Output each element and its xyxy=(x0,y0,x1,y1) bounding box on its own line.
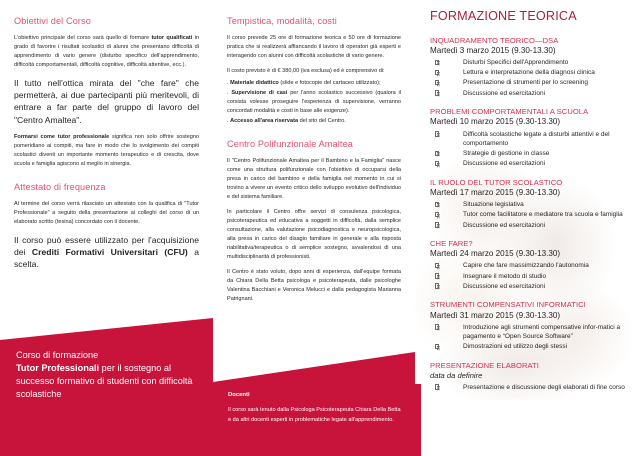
section-title: STRUMENTI COMPENSATIVI INFORMATICI xyxy=(430,300,586,310)
heading-tempistica: Tempistica, modalità, costi xyxy=(227,16,337,26)
banner-title xyxy=(16,349,199,401)
section-date: Martedì 31 marzo 2015 (9.30-13.30) xyxy=(430,310,561,320)
section-item-list xyxy=(430,130,630,169)
text-run: del sito del Centro. xyxy=(298,117,346,124)
text-run-bold: Accesso all'area riservata xyxy=(230,117,299,124)
paragraph-obiettivo-principale xyxy=(14,34,199,70)
tofu-bullet-icon xyxy=(435,263,439,269)
list-item xyxy=(430,272,630,282)
red-banner-course-title xyxy=(0,318,213,456)
tofu-bullet-icon xyxy=(435,131,439,137)
section-item-list xyxy=(430,200,630,230)
programme-section xyxy=(430,178,630,230)
section-item-list xyxy=(430,323,630,352)
paragraph-servizi: In particolare il Centro offre servizi di consulenza psicologica, psicoterapeutica ed educativa a soggetti in difficoltà, dalla semplice consultazione, alla valutazione psicodiagnostica e neuropsicologica, alla presa in carico del disagio familiare in generale e alla risposta riabilitativa/terapeutica o di semplice sostegno, avvalendosi di una multidisciplinarità di professionisti. xyxy=(227,208,401,260)
section-item-list xyxy=(430,58,630,98)
heading-attestato: Attestato di frequenza xyxy=(14,181,106,192)
red-accent-strip xyxy=(415,384,421,456)
list-item-label: Dimostrazioni ed utilizzo degli stessi xyxy=(463,343,568,351)
list-item xyxy=(430,323,630,342)
text-run: in grado di favorire i risultati scolastici di alunni che presentano difficoltà di apprendimento di vario genere (disturbo specifico dell'apprendimento, difficoltà comportamentali, difficoltà cognitive, difficoltà attentive, ecc.). xyxy=(14,35,200,68)
section-date: Martedì 3 marzo 2015 (9.30-13.30) xyxy=(430,46,556,56)
list-item xyxy=(430,149,630,159)
tofu-bullet-icon xyxy=(435,344,439,350)
list-item xyxy=(430,78,630,88)
section-date: Martedì 10 marzo 2015 (9.30-13.30) xyxy=(430,117,561,127)
text-run: per l'anno scolastico successivo (qualora il corsista volesse proseguire l'esperienza di supervisione, verranno concordati modalità e costi in base alle esigenze). xyxy=(227,89,401,114)
tofu-bullet-icon xyxy=(435,384,439,390)
paragraph-equipe: Il Centro è stato voluto, dopo anni di esperienza, dall'equipe formata da Chiara Della Betta psicologa e psicoterapeuta, dalle psicologhe Valentina Bacchiani e Veronica Melucci e dalla pedagogista Marianna Patrignani. xyxy=(227,268,401,302)
paragraph-cfu xyxy=(14,234,199,271)
programme-section xyxy=(430,239,630,291)
column-tempistica xyxy=(213,0,415,456)
tofu-bullet-icon xyxy=(435,70,439,76)
section-title: PRESENTAZIONE ELABORATI xyxy=(430,361,539,370)
list-item-label: Presentazione e discussione degli elaborati di fine corso xyxy=(463,383,625,391)
banner-docenti-text: Il corso sarà tenuto dalla Psicologa Psicoterapeuta Chiara Della Betta e da altri docenti esperti in problematiche legate all'apprendimento. xyxy=(228,407,401,423)
list-item-label: Discussione ed esercitazioni xyxy=(463,89,546,97)
text-run-bold: Supervisione di casi xyxy=(231,89,288,96)
list-item-label: Difficoltà scolastiche legate a disturbi attentivi e del comportamento xyxy=(463,130,610,148)
list-item xyxy=(430,383,630,393)
tofu-bullet-icon xyxy=(435,60,439,66)
list-item xyxy=(430,159,630,169)
tofu-bullet-icon xyxy=(435,283,439,289)
section-title: PROBLEMI COMPORTAMENTALI A SCUOLA xyxy=(430,107,589,117)
text-run: (slide e fotocopie del cartaceo utilizzato); xyxy=(278,79,381,86)
text-run-bold: Tutor Professionali xyxy=(16,363,100,374)
tofu-bullet-icon xyxy=(435,273,439,279)
text-run: L'obiettivo principale del corso sarà quello di formare xyxy=(14,35,152,42)
programme-sections xyxy=(430,36,630,393)
list-item xyxy=(430,261,630,271)
section-title: CHE FARE? xyxy=(430,239,473,249)
paragraph-ore-formazione: Il corso prevede 25 ore di formazione teorica e 50 ore di formazione pratica che si realizzerà affiancando il lavoro di operatori già esperti e interagendo con alunni con difficoltà scolastiche di vario genere. xyxy=(227,35,401,59)
list-item-label: Introduzione agli strumenti compensative infor-matici a pagamento e “Open Source Software” xyxy=(463,323,621,341)
list-item-label: Situazione legislativa xyxy=(463,201,524,209)
list-item xyxy=(430,282,630,292)
list-item-label: Insegnare il metodo di studio xyxy=(463,272,547,280)
paragraph-che-fare: Il tutto nell'ottica mirata del "che fare" che permetterà, ai due partecipanti più meritevoli, di entrare a far parte del gruppo di lavoro del "Centro Amaltea". xyxy=(14,77,199,125)
section-date: Martedì 17 marzo 2015 (9.30-13.30) xyxy=(430,188,561,198)
list-item-label: Discussione ed esercitazioni xyxy=(463,282,546,290)
text-run: per il sostegno al successo formativo di studenti con difficoltà scolastiche xyxy=(16,363,193,400)
section-title: INQUADRAMENTO TEORICO—DSA xyxy=(430,35,559,45)
heading-obiettivi: Obiettivi del Corso xyxy=(14,16,91,26)
tofu-bullet-icon xyxy=(435,80,439,86)
programme-section xyxy=(430,36,630,98)
list-item-label: Capire che fare massimizzando l'autonomia xyxy=(463,262,589,270)
section-date: data da definire xyxy=(430,371,483,381)
paragraph-centro-nasce: Il "Centro Polifunzionale Amaltea per il Bambino e la Famiglia" nasce come una struttura polifunzionale con l'obiettivo di occuparsi della presa in carico del bambino e della famiglia nel momento in cui si trovino a vivere un evento critico dello sviluppo evolutivo dell'individuo e del sistema familiare. xyxy=(227,157,401,200)
list-item xyxy=(430,58,630,68)
programme-section xyxy=(430,107,630,169)
list-item xyxy=(430,89,630,99)
tofu-bullet-icon xyxy=(435,222,439,228)
text-run: Corso di formazione xyxy=(16,350,99,360)
section-title: IL RUOLO DEL TUTOR SCOLASTICO xyxy=(430,177,563,187)
text-run-bold: Materiale didattico xyxy=(230,79,279,86)
list-item xyxy=(430,342,630,352)
text-run-bold: tutor qualificati xyxy=(151,35,193,42)
list-item-label: Presentazione di strumenti per lo screening xyxy=(463,79,589,87)
list-item xyxy=(430,221,630,231)
tofu-bullet-icon xyxy=(435,212,439,218)
banner-docenti-title: Docenti xyxy=(228,392,250,398)
tofu-bullet-icon xyxy=(435,324,439,330)
column-programma xyxy=(415,0,640,456)
text-run: Il corso può essere utilizzato per l'acquisizione dei xyxy=(14,234,199,257)
section-item-list xyxy=(430,383,630,393)
paragraph-formarsi xyxy=(14,133,199,169)
text-run-bold: Formarsi come tutor professionale xyxy=(14,133,110,140)
text-run: a scelta. xyxy=(14,246,199,270)
list-item-label: Discussione ed esercitazioni xyxy=(463,160,546,168)
tofu-bullet-icon xyxy=(435,161,439,167)
paragraph-costo: Il costo previsto è di € 380,00 (iva esclusa) ed è comprensivo di: xyxy=(227,67,385,74)
list-item: . Accesso all'area riservata del sito del Centro. xyxy=(227,117,346,124)
programme-title: FORMAZIONE TEORICA xyxy=(430,9,577,23)
list-item: . Supervisione di casi per l'anno scolastico successivo (qualora il corsista volesse proseguire l'esperienza di supervisione, verranno concordati modalità e costi in base alle esigenze). xyxy=(227,89,401,114)
list-item xyxy=(430,210,630,220)
red-banner-docenti xyxy=(213,352,415,456)
list-item-label: Discussione ed esercitazioni xyxy=(463,221,546,229)
list-item xyxy=(430,200,630,210)
tofu-bullet-icon xyxy=(435,90,439,96)
list-item-label: Disturbi Specifici dell'Apprendimento xyxy=(463,59,569,67)
tofu-bullet-icon xyxy=(435,151,439,157)
section-item-list xyxy=(430,261,630,291)
list-item xyxy=(430,68,630,78)
text-run-bold: Crediti Formativi Universitari (CFU) xyxy=(31,246,188,257)
section-date: Martedì 24 marzo 2015 (9.30-13.30) xyxy=(430,249,561,259)
tofu-bullet-icon xyxy=(435,202,439,208)
text-run: significa non solo offrire sostegno pomeridiano ai compiti, ma fare in modo che lo svolgimento dei compiti scolastici diventi un importante momento terapeutico e di crescita, dove scuola e famiglia agiscono al meglio in sinergia. xyxy=(14,133,199,167)
programme-section xyxy=(430,300,630,352)
list-item-label: Lettura e interpretazione della diagnosi clinica xyxy=(463,69,595,77)
column-objectives xyxy=(0,0,213,456)
list-item xyxy=(430,130,630,149)
list-item-label: Tutor come facilitatore e mediatore tra scuola e famiglia xyxy=(463,211,623,219)
heading-centro-amaltea: Centro Polifunzionale Amaltea xyxy=(227,138,353,149)
list-item: . Materiale didattico (slide e fotocopie del cartaceo utilizzato); xyxy=(227,79,381,86)
list-item-label: Strategie di gestione in classe xyxy=(463,150,550,158)
paragraph-attestato: Al termine del corso verrà rilasciato un attestato con la qualifica di "Tutor Professionale" a seguito della presentazione ai colleghi del corso di un elaborato scritto (tesina) concordato con il docente. xyxy=(14,200,199,225)
programme-section xyxy=(430,361,630,392)
